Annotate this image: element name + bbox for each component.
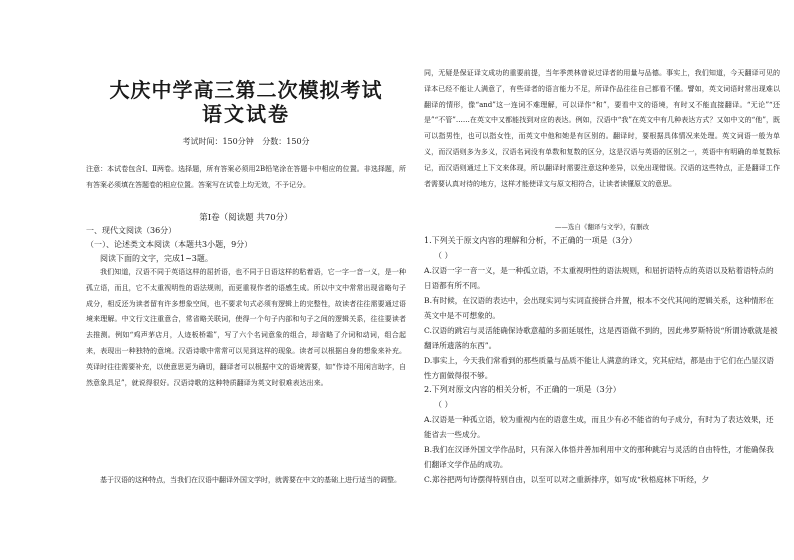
answer-blank: （ ）: [434, 400, 453, 409]
question-option: B.有时候，在汉语的表达中，会出现实词与实词直接拼合并置，根本不交代其间的逻辑关系，这种情形在英文中是不可想象的。: [424, 296, 774, 320]
question-option: C.郑谷把两句诗摆得特别自由，以至可以对之重新排序，如写成“秋梧庭林下听经，夕: [424, 475, 710, 484]
subpart-heading: （一）、论述类文本阅读（本题共3小题，9分）: [86, 240, 253, 249]
exam-meta: 考试时间：150分钟 分数：150分: [182, 137, 310, 146]
passage-paragraph: 基于汉语的这种特点，当我们在汉语中翻译外国文学时，就需要在中文的基础上进行适当的调整。: [100, 476, 401, 484]
section-title: 第Ⅰ卷（阅读题 共70分）: [199, 213, 293, 223]
question-option: B.我们在汉译外国文学作品时，只有深入体悟并善加利用中文的那种跳宕与灵活的自由特性，才能确保我们翻译文学作品的成功。: [424, 445, 774, 469]
question-option: A.汉语是一种孤立语，较为重视内在的语意生成，而且少有必不能省的句子成分，有时为了表达效果，还能省去一些成分。: [424, 415, 774, 439]
answer-blank: （ ）: [434, 251, 453, 260]
passage-source: ——选自《翻译与文学》，有删改: [554, 223, 650, 231]
exam-title: 大庆中学高三第二次模拟考试: [109, 78, 383, 102]
passage-paragraph: 我们知道，汉语不同于英语这样的屈折语，也不同于日语这样的粘着语，它一字一音一义，是一种孤立语，而且，它不太重视明性的语法规则，而更重视作者的语感生成。所以中文中常常出现省略句子成分，相反还为读者留有许多想象空间，也不要求句式必须有逻辑上的完整性，故读者往往需要通过语境来理解。中文行文注重意合，常省略关联词，使得一个句子内部和句子之间的逻辑关系，往往要读者去推测。例如“鸡声茅店月，人迹板桥霜”，写了六个名词意象的组合，却省略了介词和动词，组合起来，表现出一种独特的意境。汉语诗歌中常常可以见到这样的现象。读者可以根据自身的想象来补充。英译时往往需要补充，以使意思更为确切，翻译者可以根据中文的语境需要，如“作诗不用闲言助字，自然意象具足”，就说得很好。汉语诗歌的这种特质翻译为英文时很难表达出来。: [86, 268, 406, 387]
exam-notice: 注意：本试卷包含Ⅰ、Ⅱ两卷。选择题，所有答案必须用2B铅笔涂在答题卡中相应的位置。非选择题，所有答案必须填在答题卷的相应位置。答案写在试卷上均无效，不予记分。: [86, 165, 406, 189]
question-stem: 1.下列关于原文内容的理解和分析，不正确的一项是（3分）: [424, 236, 637, 245]
part-heading: 一、现代文阅读（36分）: [86, 226, 177, 235]
exam-subtitle: 语文试卷: [202, 102, 290, 126]
question-stem: 2.下列对原文内容的相关分析，不正确的一项是（3分）: [424, 385, 621, 394]
question-option: A.汉语一字一音一义，是一种孤立语，不太重视明性的语法规则，和屈折语特点的英语以及粘着语特点的日语都有所不同。: [424, 266, 774, 290]
question-option: D.事实上，今天我们常看到的那些质量与品质不能让人满意的译文，究其症结，都是由于它们在凸显汉语性方面做得很不够。: [424, 356, 774, 380]
reading-instruction: 阅读下面的文字，完成1~3题。: [100, 254, 213, 263]
question-option: C.汉语的跳宕与灵活能确保诗歌意蕴的多面延展性，这是西语做不到的，因此弗罗斯特说“所谓诗歌就是被翻译所遗落的东西”。: [424, 326, 778, 350]
passage-paragraph: 同，无疑是保证译文成功的重要前提，当年季羡林曾说过译者的用量与品德。事实上，我们知道，今天翻译可见的译本已经不能让人满意了，有些译者的语言能力不足，所译作品往往自己都看不懂。譬如，英文词语时常出现难以翻译的情形，像“and”这一连词不难理解，可以译作“和”，要看中文的语境，有时又不能直接翻译。“无论”“还是”“不管”……在英文中又都能找到对应的表达。例如，汉语中“我”在英文中有几种表达方式？又如中文的“他”，既可以指男性，也可以指女性，而英文中他和她是有区别的。翻译时，要根据具体情况来处理。英文词语一般为单义，而汉语则多为多义，汉语名词没有单数和复数的区分，这是汉语与英语的区别之一，英语中有明确的单复数标记，而汉语则通过上下文来体现，所以翻译时需要注意这种差异，以免出现错误。汉语的这些特点，正是翻译工作者需要认真对待的地方，这样才能使译文与原文相符合，让读者读懂原文的意思。: [424, 69, 780, 188]
